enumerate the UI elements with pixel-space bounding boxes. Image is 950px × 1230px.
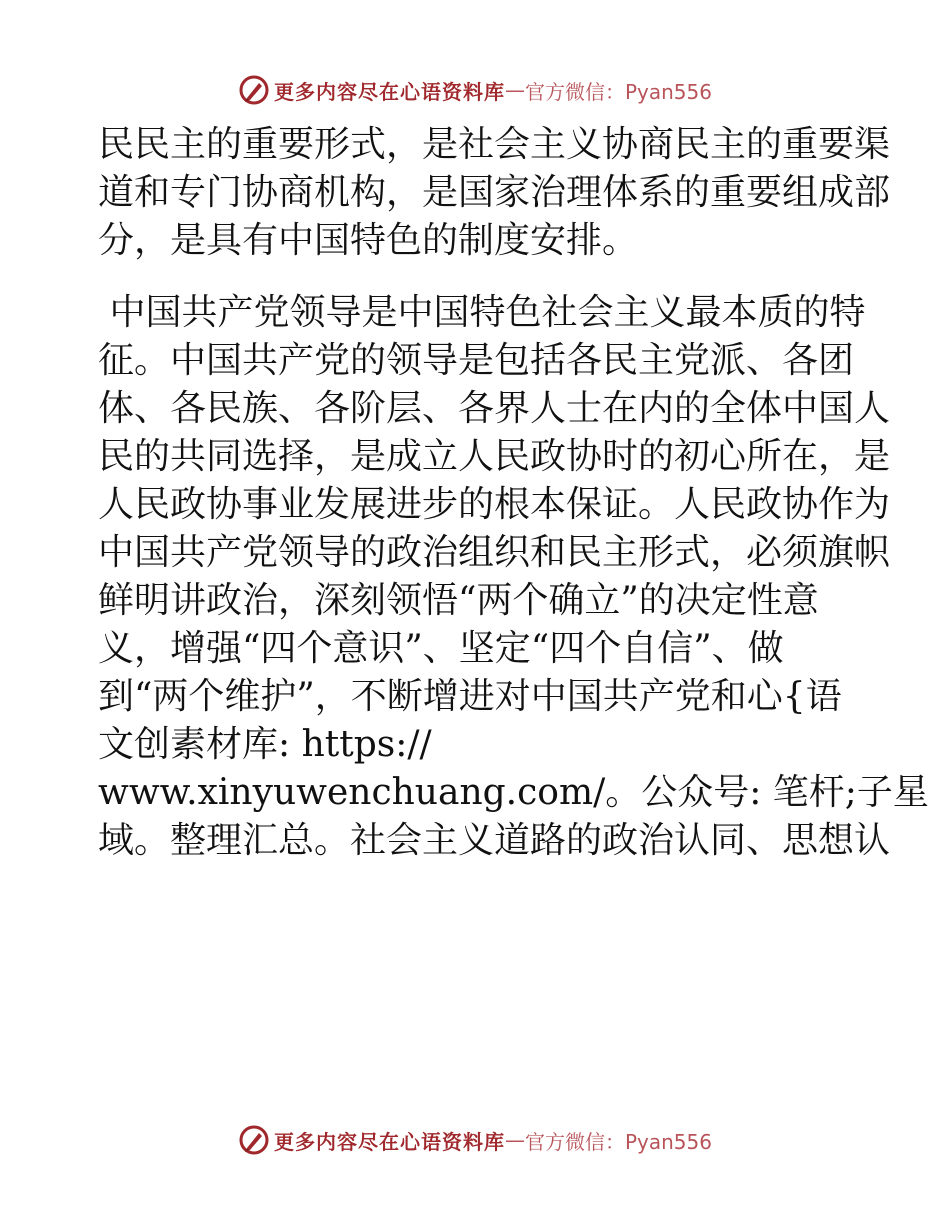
text-line: 中国共产党领导的政治组织和民主形式，必须旗帜 (98, 532, 891, 573)
text-line: 体、各民族、各阶层、各界人士在内的全体中国人 (98, 388, 891, 429)
text-line: 征。中国共产党的领导是包括各民主党派、各团 (98, 340, 855, 381)
text-line: 人民政协事业发展进步的根本保证。人民政协作为 (98, 484, 891, 525)
header-wechat-text: 官方微信：Pyan556 (524, 79, 712, 104)
document-body (98, 121, 929, 865)
page-footer (0, 1120, 950, 1160)
footer-brand-text: 更多内容尽在心语资料库 (273, 1129, 505, 1154)
header-dash: — (504, 78, 525, 102)
text-line: 民的共同选择，是成立人民政协时的初心所在，是 (98, 436, 891, 477)
paragraph-1 (98, 121, 891, 265)
header-brand-text: 更多内容尽在心语资料库 (273, 79, 505, 104)
text-line: 鲜明讲政治，深刻领悟“两个确立”的决定性意 (98, 580, 819, 621)
text-line: 分，是具有中国特色的制度安排。 (98, 220, 639, 261)
pen-logo-icon (238, 1124, 270, 1156)
text-line: 中国共产党领导是中国特色社会主义最本质的特 (98, 292, 866, 333)
text-line: 文创素材库: https:// (98, 724, 432, 765)
text-line: www.xinyuwenchuang.com/。公众号: 笔杆;子星 (98, 772, 929, 813)
text-line: 义，增强“四个意识”、坚定“四个自信”、做 (98, 628, 784, 669)
footer-dash: — (504, 1128, 525, 1152)
paragraph-2 (98, 289, 929, 865)
text-line: 道和专门协商机构，是国家治理体系的重要组成部 (98, 172, 891, 213)
text-line: 民民主的重要形式，是社会主义协商民主的重要渠 (98, 124, 891, 165)
pen-logo-icon (238, 74, 270, 106)
text-line: 到“两个维护”，不断增进对中国共产党和心{语 (98, 676, 842, 717)
page-header (0, 70, 950, 110)
text-line: 域。整理汇总。社会主义道路的政治认同、思想认 (98, 820, 891, 861)
footer-wechat-text: 官方微信：Pyan556 (524, 1129, 712, 1154)
